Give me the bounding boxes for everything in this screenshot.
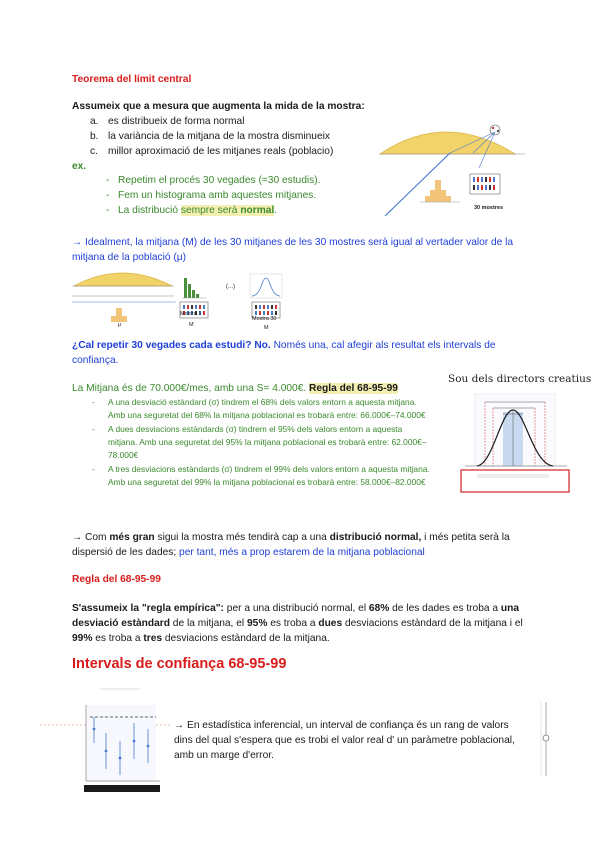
section1-list <box>90 114 390 159</box>
sample30-label: Mostra 30 <box>252 316 277 322</box>
sample30-m-label: M <box>264 325 269 331</box>
list-item: a. es distribueix de forma normal <box>90 116 245 127</box>
list-item: - Repetim el procés 30 vegades (=30 estudis). <box>106 175 321 186</box>
sample-group-icon <box>470 174 500 194</box>
list-item: - Fem un histograma amb aquestes mitjanes. <box>106 190 317 201</box>
list-item: - A una desviació estàndard (σ) tindrem el 68% dels valors entorn a aquesta mitjana. Amb una seguretat del 68% la mitjana poblacional es trobarà entre: 66.000€–74.000€ <box>92 397 426 420</box>
section-title-empirical-rule: Regla del 68-95-99 <box>72 574 161 585</box>
section1-lead: Assumeix que a mesura que augmenta la mida de la mostra: <box>72 101 365 112</box>
arrow-paragraph-sample-size: → Com més gran sigui la mostra més tendirà cap a una distribució normal, i més petita serà la dispersió de les dades; per tant, més a prop estarem de la mitjana poblacional <box>72 532 510 558</box>
vertical-slider-graphic <box>536 700 556 780</box>
mu-label: μ <box>118 322 122 328</box>
question-paragraph: ¿Cal repetir 30 vegades cada estudi? No. Només una, cal afegir als resultat els intervals de confiança. <box>72 340 496 366</box>
example-label: ex. <box>72 161 87 172</box>
section-title-limit-theorem: Teorema del límit central <box>72 74 192 85</box>
list-item: - La distribució sempre serà normal. <box>106 205 278 216</box>
example2-list <box>92 396 432 489</box>
ellipsis-label: (...) <box>226 284 235 290</box>
sample30-curve <box>250 274 282 298</box>
figure1-label: 30 mostres <box>474 205 504 211</box>
figure-sample-means <box>72 270 292 334</box>
section-title-confidence-intervals: Intervals de confiança 68-95-99 <box>72 656 287 672</box>
arrow-paragraph-mean: → Idealment, la mitjana (M) de les 30 mitjanes de les 30 mostres serà igual al vertader valor de la mitjana de la població (μ) <box>72 237 514 263</box>
figure-normal-curve <box>455 390 575 496</box>
example-list <box>106 173 386 218</box>
sample1-histogram <box>182 278 206 298</box>
confidence-interval-paragraph: → En estadística inferencial, un interval de confiança és un rang de valors dins del qual s'espera que es trobi el valor real d' un paràmetre poblacional, amb un marge d'error. <box>174 720 515 761</box>
list-item: - A dues desviacions estàndards (σ) tindrem el 95% dels valors entorn a aquesta mitjana. Amb una seguretat del 95% la mitjana poblacional es trobarà entre: 62.000€–78.000€ <box>92 424 427 460</box>
empirical-rule-paragraph: S'assumeix la "regla empírica": per a una distribució normal, el 68% de les dades es troba a una desviació estàndard de la mitjana, el 95% es troba a dues desviacions estàndard de la mitjana i el 99% es troba a tres desviacions estàndard de la mitjana. <box>72 603 523 644</box>
chart-title: Sou dels directors creatius <box>448 373 592 385</box>
example2-intro: La Mitjana és de 70.000€/mes, amb una S= 4.000€. Regla del 68-95-99 <box>72 383 398 394</box>
list-item: b. la variància de la mitjana de la mostra disminueix <box>90 131 330 142</box>
figure-sampling-distribution <box>375 118 535 228</box>
sample1-label: Mostra 1 <box>180 311 202 317</box>
list-item: c. millor aproximació de les mitjanes reals (poblacio) <box>90 146 334 157</box>
rule-label: Regla del 68-95-99 <box>309 383 398 394</box>
sample1-m-label: M <box>189 322 194 328</box>
figure-confidence-interval-plot <box>40 683 170 798</box>
list-item: - A tres desviacions estàndards (σ) tindrem el 99% dels valors entorn a aquesta mitjana. Amb una seguretat del 99% la mitjana poblacional es trobarà entre: 58.000€–82.000€ <box>92 464 430 487</box>
